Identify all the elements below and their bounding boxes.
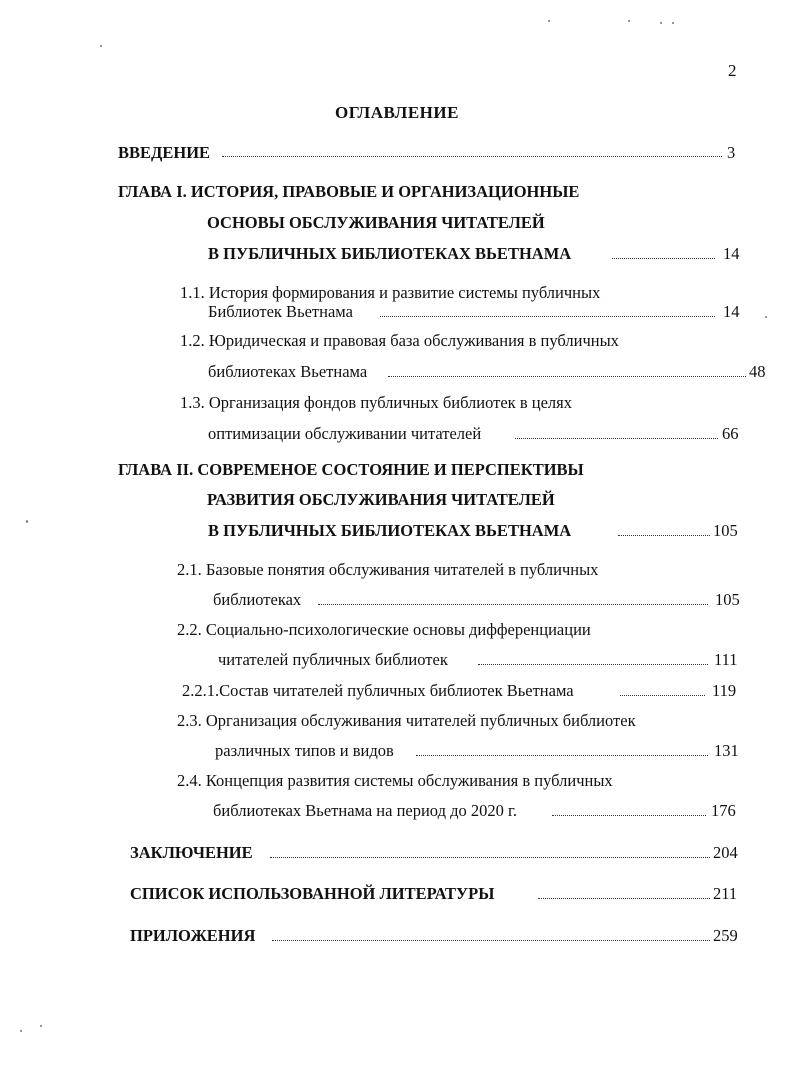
- section-2-4-line1: 2.4. Концепция развития системы обслуживания в публичных: [177, 771, 613, 790]
- section-1-1-page: 14: [723, 302, 740, 321]
- section-1-2-page: 48: [749, 362, 766, 381]
- dot-leader: [222, 156, 722, 157]
- section-2-2-line2: читателей публичных библиотек: [218, 650, 448, 669]
- section-2-4-line2: библиотеках Вьетнама на период до 2020 г.: [213, 801, 518, 820]
- scan-speck: [765, 316, 767, 318]
- dot-leader: [538, 898, 710, 899]
- chapter1-heading-line1: ГЛАВА I. ИСТОРИЯ, ПРАВОВЫЕ И ОРГАНИЗАЦИОННЫЕ: [118, 182, 580, 201]
- chapter2-page: 105: [713, 521, 738, 540]
- chapter1-page: 14: [723, 244, 740, 263]
- dot-leader: [620, 695, 705, 696]
- chapter1-heading-line3: В ПУБЛИЧНЫХ БИБЛИОТЕКАХ ВЬЕТНАМА: [208, 244, 572, 263]
- scan-speck: [548, 20, 550, 22]
- dot-leader: [388, 376, 746, 377]
- scan-speck: [20, 1030, 22, 1032]
- scan-speck: [672, 22, 674, 24]
- scan-speck: [660, 22, 662, 24]
- section-2-1-line1: 2.1. Базовые понятия обслуживания читателей в публичных: [177, 560, 599, 579]
- toc-page-appendices: 259: [713, 926, 738, 945]
- dot-leader: [515, 438, 718, 439]
- dot-leader: [478, 664, 708, 665]
- dot-leader: [552, 815, 706, 816]
- toc-entry-conclusion: ЗАКЛЮЧЕНИЕ: [130, 843, 253, 862]
- section-2-3-line1: 2.3. Организация обслуживания читателей публичных библиотек: [177, 711, 636, 730]
- toc-entry-references: СПИСОК ИСПОЛЬЗОВАННОЙ ЛИТЕРАТУРЫ: [130, 884, 495, 903]
- section-1-3-line1: 1.3. Организация фондов публичных библиотек в целях: [180, 393, 572, 412]
- section-1-2-line1: 1.2. Юридическая и правовая база обслуживания в публичных: [180, 331, 619, 350]
- section-2-1-line2: библиотеках: [213, 590, 302, 609]
- toc-page-conclusion: 204: [713, 843, 738, 862]
- section-2-3-line2: различных типов и видов: [215, 741, 394, 760]
- section-2-3-page: 131: [714, 741, 739, 760]
- scan-speck: [40, 1025, 42, 1027]
- dot-leader: [272, 940, 710, 941]
- dot-leader: [612, 258, 715, 259]
- section-1-3-line2: оптимизации обслуживании читателей: [208, 424, 482, 443]
- section-1-1-line2: Библиотек Вьетнама: [208, 302, 353, 321]
- page-number: 2: [728, 61, 737, 80]
- section-1-3-page: 66: [722, 424, 739, 443]
- section-2-2-page: 111: [714, 650, 738, 669]
- toc-entry-introduction: ВВЕДЕНИЕ: [118, 143, 211, 162]
- chapter1-heading-line2: ОСНОВЫ ОБСЛУЖИВАНИЯ ЧИТАТЕЛЕЙ: [207, 213, 545, 232]
- toc-title: ОГЛАВЛЕНИЕ: [335, 103, 459, 122]
- chapter2-heading-line2: РАЗВИТИЯ ОБСЛУЖИВАНИЯ ЧИТАТЕЛЕЙ: [207, 490, 555, 509]
- section-2-2-1-line1: 2.2.1.Состав читателей публичных библиотек Вьетнама: [182, 681, 574, 700]
- toc-page-references: 211: [713, 884, 738, 903]
- scan-speck: [26, 520, 28, 523]
- section-2-2-line1: 2.2. Социально-психологические основы дифференциации: [177, 620, 591, 639]
- dot-leader: [270, 857, 710, 858]
- dot-leader: [618, 535, 710, 536]
- toc-entry-appendices: ПРИЛОЖЕНИЯ: [130, 926, 256, 945]
- chapter2-heading-line3: В ПУБЛИЧНЫХ БИБЛИОТЕКАХ ВЬЕТНАМА: [208, 521, 572, 540]
- scan-speck: [100, 45, 102, 47]
- dot-leader: [380, 316, 715, 317]
- section-2-1-page: 105: [715, 590, 740, 609]
- chapter2-heading-line1: ГЛАВА II. СОВРЕМЕНОЕ СОСТОЯНИЕ И ПЕРСПЕКТИВЫ: [118, 460, 584, 479]
- dot-leader: [318, 604, 708, 605]
- toc-page-introduction: 3: [727, 143, 736, 162]
- section-2-4-page: 176: [711, 801, 736, 820]
- section-1-2-line2: библиотеках Вьетнама: [208, 362, 368, 381]
- scan-speck: [628, 20, 630, 22]
- section-1-1-line1: 1.1. История формирования и развитие системы публичных: [180, 283, 601, 302]
- dot-leader: [416, 755, 708, 756]
- section-2-2-1-page: 119: [712, 681, 737, 700]
